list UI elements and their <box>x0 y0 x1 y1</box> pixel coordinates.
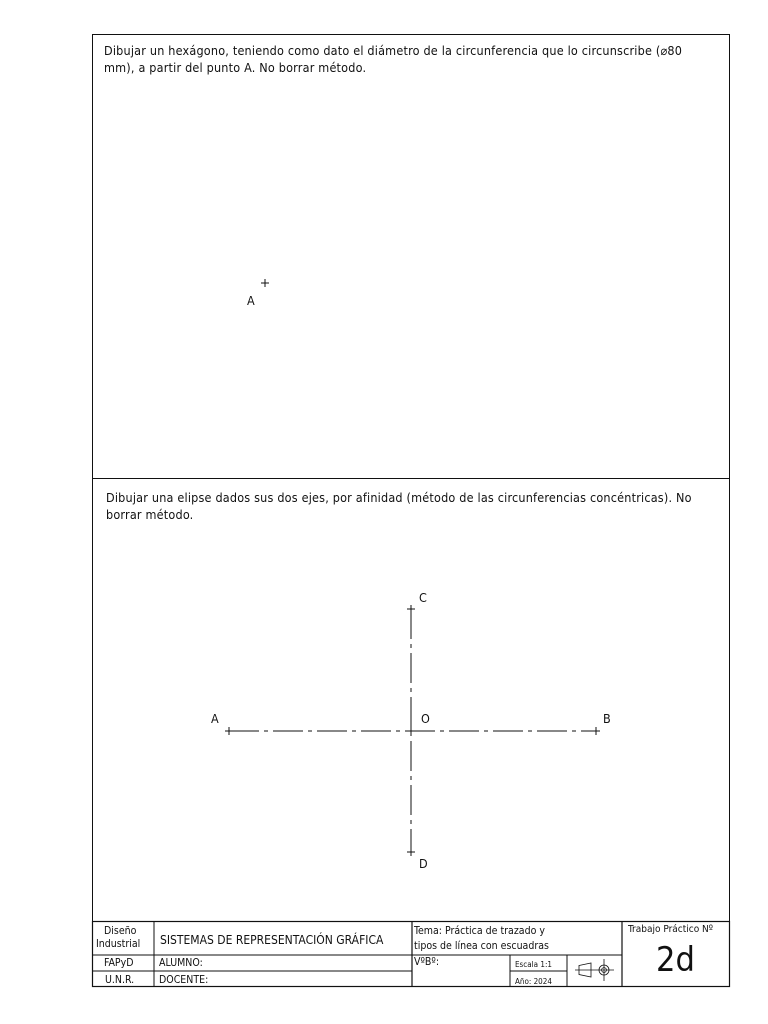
label-d: D <box>419 856 428 871</box>
exercise-2-prompt: Dibujar una elipse dados sus dos ejes, por afinidad (método de las circunferencias concéntricas). No borrar método. <box>106 490 692 522</box>
label-a: A <box>211 711 219 726</box>
faculty-label: FAPyD <box>104 957 134 969</box>
approval-label: VºBº: <box>414 956 440 968</box>
student-field-label: ALUMNO: <box>159 957 203 969</box>
exercise-1-prompt: Dibujar un hexágono, teniendo como dato el diámetro de la circunferencia que lo circunscribe (⌀80 mm), a partir del punto A. No borrar método. <box>104 43 683 75</box>
university-label: U.N.R. <box>105 974 135 986</box>
work-number-label: Trabajo Práctico Nº <box>628 924 714 935</box>
point-a-label: A <box>247 293 255 308</box>
label-c: C <box>419 590 427 605</box>
teacher-field-label: DOCENTE: <box>159 974 209 986</box>
section-divider <box>93 478 729 479</box>
scale-label: Escala 1:1 <box>515 960 552 969</box>
subject-title: SISTEMAS DE REPRESENTACIÓN GRÁFICA <box>160 933 384 947</box>
label-o: O <box>421 711 430 726</box>
topic-line-2: tipos de línea con escuadras <box>414 940 549 952</box>
year-label: Año: 2024 <box>515 977 552 986</box>
work-number: 2d <box>656 940 695 980</box>
career-line-2: Industrial <box>96 938 141 950</box>
label-b: B <box>603 711 611 726</box>
topic-line-1: Tema: Práctica de trazado y <box>414 925 545 937</box>
career-line-1: Diseño <box>104 925 137 937</box>
